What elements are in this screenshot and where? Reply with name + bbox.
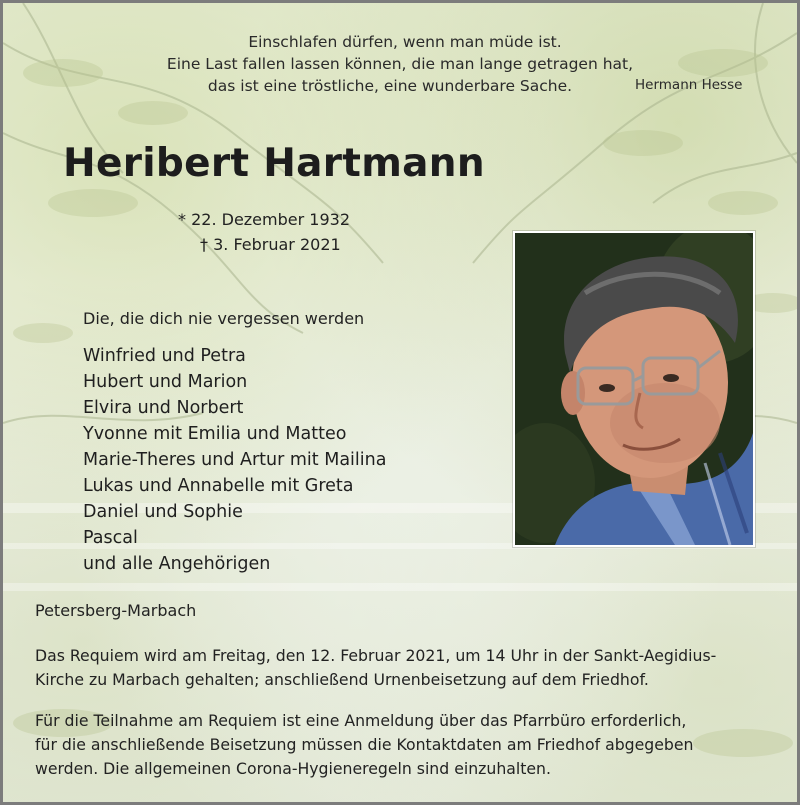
quote-line: Einschlafen dürfen, wenn man müde ist. bbox=[248, 33, 562, 51]
paragraph-line: für die anschließende Beisetzung müssen die Kontaktdaten am Friedhof abgegeben bbox=[35, 735, 694, 754]
registration-paragraph bbox=[35, 709, 775, 781]
death-date: † 3. Februar 2021 bbox=[200, 235, 341, 254]
paragraph-line: Für die Teilnahme am Requiem ist eine Anmeldung über das Pfarrbüro erforderlich, bbox=[35, 711, 687, 730]
list-item: Daniel und Sophie bbox=[83, 502, 243, 522]
portrait-illustration bbox=[515, 233, 753, 545]
quote-line: das ist eine tröstliche, eine wunderbare Sache. bbox=[207, 77, 573, 95]
birth-date: * 22. Dezember 1932 bbox=[178, 210, 350, 229]
portrait-photo bbox=[513, 231, 755, 547]
paragraph-line: Kirche zu Marbach gehalten; anschließend Urnenbeisetzung auf dem Friedhof. bbox=[35, 670, 649, 689]
list-item: Pascal bbox=[83, 528, 138, 548]
list-item: Yvonne mit Emilia und Matteo bbox=[83, 424, 347, 444]
list-item: Hubert und Marion bbox=[83, 372, 248, 392]
list-item: Lukas und Annabelle mit Greta bbox=[83, 476, 354, 496]
list-item: Elvira und Norbert bbox=[83, 398, 244, 418]
paragraph-line: Das Requiem wird am Freitag, den 12. Februar 2021, um 14 Uhr in der Sankt-Aegidius- bbox=[35, 646, 717, 665]
list-item: Winfried und Petra bbox=[83, 346, 246, 366]
deceased-name: Heribert Hartmann bbox=[63, 141, 485, 186]
quote-author: Hermann Hesse bbox=[635, 77, 743, 93]
life-dates bbox=[178, 207, 350, 257]
list-item: Marie-Theres und Artur mit Mailina bbox=[83, 450, 387, 470]
location: Petersberg-Marbach bbox=[35, 601, 197, 620]
list-item: und alle Angehörigen bbox=[83, 554, 271, 574]
requiem-paragraph bbox=[35, 644, 775, 692]
mourners-list bbox=[83, 343, 386, 577]
mourners-intro: Die, die dich nie vergessen werden bbox=[83, 309, 365, 328]
paragraph-line: werden. Die allgemeinen Corona-Hygieneregeln sind einzuhalten. bbox=[35, 759, 551, 778]
quote-line: Eine Last fallen lassen können, die man lange getragen hat, bbox=[166, 55, 634, 73]
